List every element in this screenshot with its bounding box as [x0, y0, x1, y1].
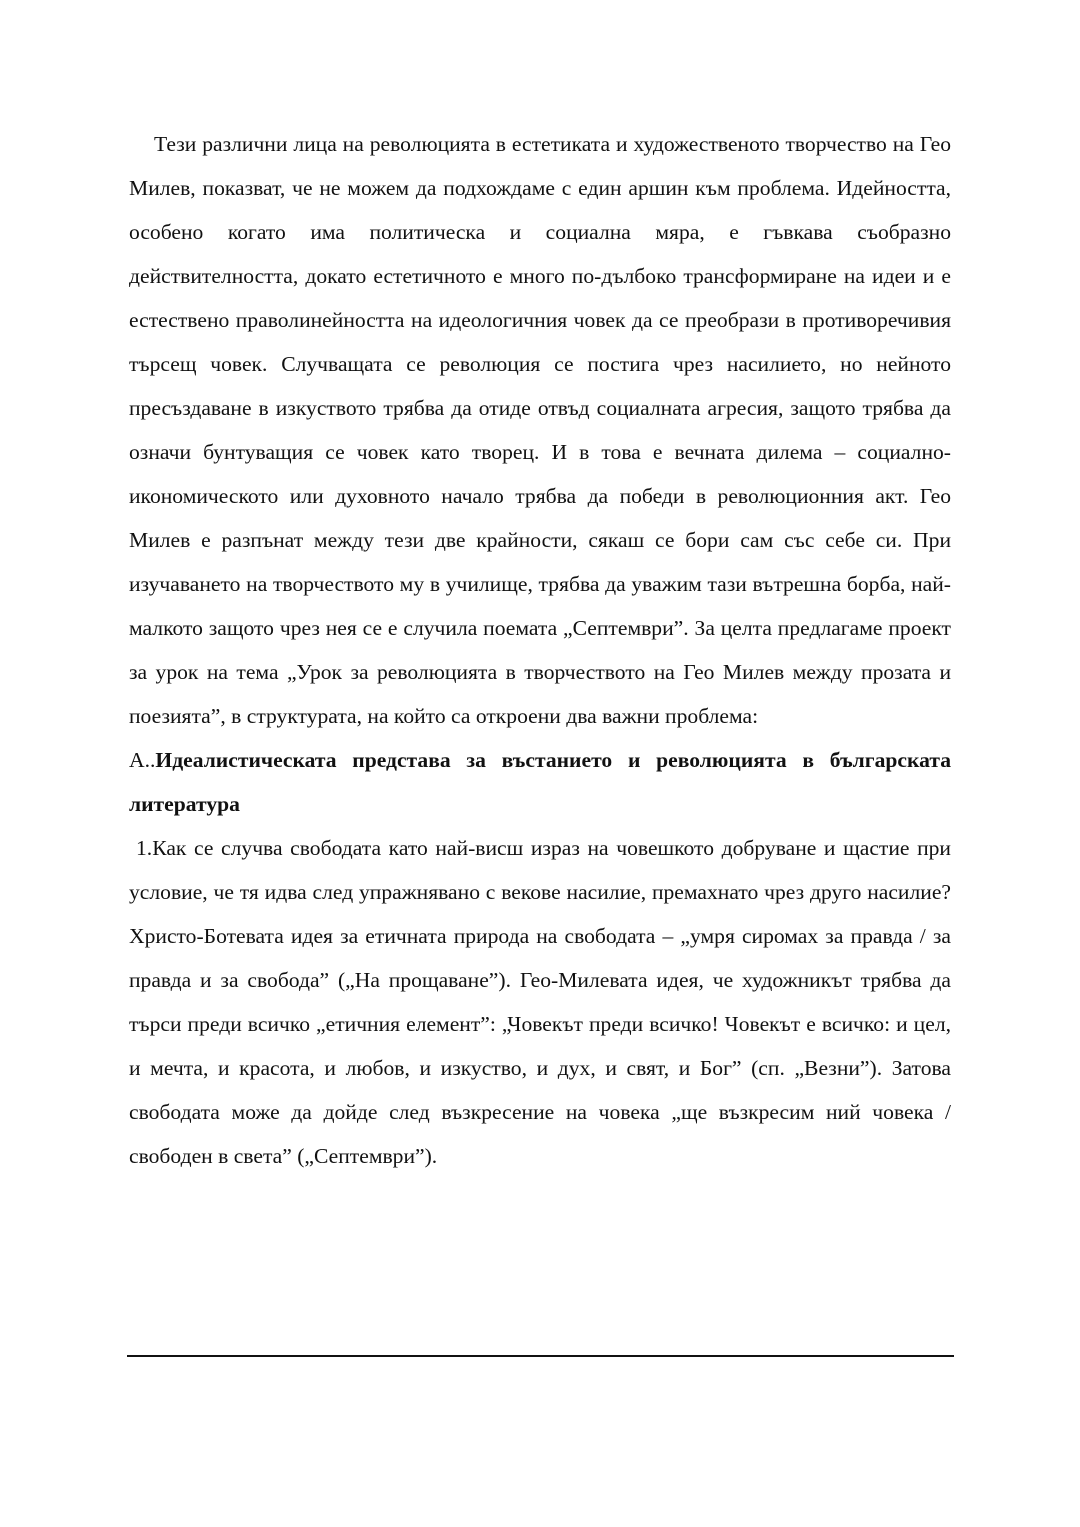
section-a-prefix: А.. — [129, 748, 156, 772]
footnote-separator-line — [127, 1355, 954, 1357]
section-a-heading — [129, 738, 951, 826]
point-1-paragraph: 1.Как се случва свободата като най-висш израз на човешкото добруване и щастие при условие, че тя идва след упражнявано с векове насилие, премахнато чрез друго насилие? Христо-Ботевата идея за етичната природа на свободата – „умря сиромах за правда / за правда и за свобода” („На прощаване”). Гео-Милевата идея, че художникът трябва да търси преди всичко „етичния елемент”: „Човекът преди всичко! Човекът е всичко: и цел, и мечта, и красота, и любов, и изкуство, и дух, и свят, и Бог” (сп. „Везни”). Затова свободата може да дойде след възкресение на човека „ще възкресим ний човека / свободен в света” („Септември”). — [129, 836, 951, 1168]
section-a-title: Идеалистическата представа за въстанието и революцията в българската литература — [129, 748, 951, 816]
document-page — [129, 122, 951, 1178]
intro-paragraph: Тези различни лица на революцията в естетиката и художественото творчество на Гео Милев, показват, че не можем да подхождаме с един аршин към проблема. Идейността, особено когато има политическа и социална мяра, е гъвкава съобразно действителността, докато естетичното е много по-дълбоко трансформиране на идеи и е естествено праволинейността на идеологичния човек да се преобрази в противоречивия търсещ човек. Случващата се революция се постига чрез насилието, но нейното пресъздаване в изкуството трябва да отиде отвъд социалната агресия, защото трябва да означи бунтуващия се човек като творец. И в това е вечната дилема – социално-икономическото или духовното начало трябва да победи в революционния акт. Гео Милев е разпънат между тези две крайности, сякаш се бори сам със себе си. При изучаването на творчеството му в училище, трябва да уважим тази вътрешна борба, най-малкото защото чрез нея се е случила поемата „Септември”. За целта предлагаме проект за урок на тема „Урок за революцията в творчеството на Гео Милев между прозата и поезията”, в структурата, на който са откроени два важни проблема: — [129, 132, 951, 728]
